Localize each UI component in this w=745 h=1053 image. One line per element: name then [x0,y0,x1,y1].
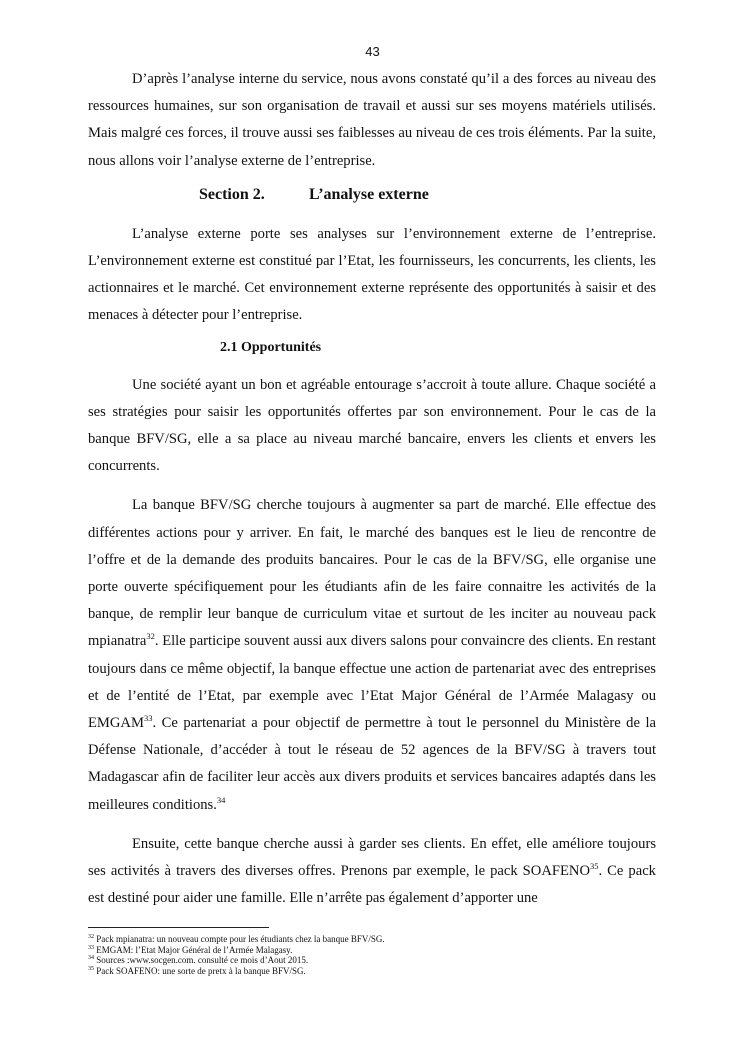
footnote-text: Sources :www.socgen.com. consulté ce mois d’Aout 2015. [96,955,309,966]
section-title: L’analyse externe [309,185,429,203]
text-run: . Ce partenariat a pour objectif de permettre à tout le personnel du Ministère de la Défense Nationale, d’accéder à tout le réseau de 52 agences de la BFV/SG à travers tout Madagascar afin de faciliter leur accès aux divers produits et services bancaires adaptés dans les meilleures conditions. [88,715,656,813]
paragraph-external-analysis-intro: L’analyse externe porte ses analyses sur l’environnement externe de l’entreprise. L’environnement externe est constitué par l’Etat, les fournisseurs, les concurrents, les clients, les actionnaires et le marché. Cet environnement externe représente des opportunités à saisir et des menaces à détecter pour l’entreprise. [88,225,656,324]
footnote-number: 34 [88,955,94,962]
paragraph-client-retention [88,831,656,913]
footnote-35 [88,966,656,977]
text-run: . Elle participe souvent aussi aux divers salons pour convaincre des clients. En restant toujours dans ce même objectif, la banque effectue une action de partenariat avec des entreprises et de l’entité de l’Etat, par exemple avec l’Etat Major Général de l’Armée Malagasy ou EMGAM [88,633,656,732]
footnote-separator [88,927,269,928]
footnote-ref-34: 34 [216,794,226,805]
page-number: 43 [365,44,380,59]
footnote-number: 35 [88,965,94,972]
paragraph-market-share [88,492,656,818]
footnote-number: 32 [88,934,94,940]
text-run: . Ce pack est destiné pour aider une famille. Elle n’arrête pas également d’apporter une [88,863,656,907]
paragraph-opportunities-intro: Une société ayant un bon et agréable entourage s’accroit à toute allure. Chaque société a ses stratégies pour saisir les opportunités offertes par son environnement. Pour le cas de la banque BFV/SG, elle a sa place au niveau marché bancaire, envers les clients et envers les concurrents. [88,376,656,475]
footnote-ref-33: 33 [143,713,153,724]
text-run: Ensuite, cette banque cherche aussi à garder ses clients. En effet, elle améliore toujours ses activités à travers des diverses offres. Prenons par exemple, le pack SOAFENO [88,835,656,880]
footnote-34 [88,955,656,966]
subsection-heading: 2.1 Opportunités [220,339,322,355]
footnote-text: EMGAM: l’Etat Major Général de l’Armée Malagasy. [96,944,293,955]
text-run: La banque BFV/SG cherche toujours à augmenter sa part de marché. Elle effectue des différentes actions pour y arriver. En fait, le marché des banques est le lieu de rencontre de l’offre et de la demande des produits bancaires. Pour le cas de la BFV/SG, elle organise une porte ouverte spécifiquement pour les étudiants afin de les faire connaitre les activités de la banque, de remplir leur banque de curriculum vitae et surtout de les inciter au nouveau pack mpianatra [88,497,656,650]
paragraph-internal-analysis-conclusion: D’après l’analyse interne du service, nous avons constaté qu’il a des forces au niveau des ressources humaines, sur son organisation de travail et aussi sur ses moyens matériels utilisés. Mais malgré ces forces, il trouve aussi ses faiblesses au niveau de ces trois éléments. Par la suite, nous allons voir l’analyse externe de l’entreprise. [88,71,656,169]
section-number: Section 2. [199,185,265,203]
footnote-ref-35: 35 [589,861,599,872]
section-heading [88,183,656,207]
footnote-number: 33 [88,944,94,951]
footnote-ref-32: 32 [146,631,155,642]
footnote-text: Pack mpianatra: un nouveau compte pour les étudiants chez la banque BFV/SG. [96,934,385,944]
footnotes [88,934,656,976]
footnote-text: Pack SOAFENO: une sorte de pretx à la banque BFV/SG. [96,965,306,976]
footnote-33 [88,945,656,956]
footnote-32 [88,934,656,945]
document-body [88,66,656,912]
